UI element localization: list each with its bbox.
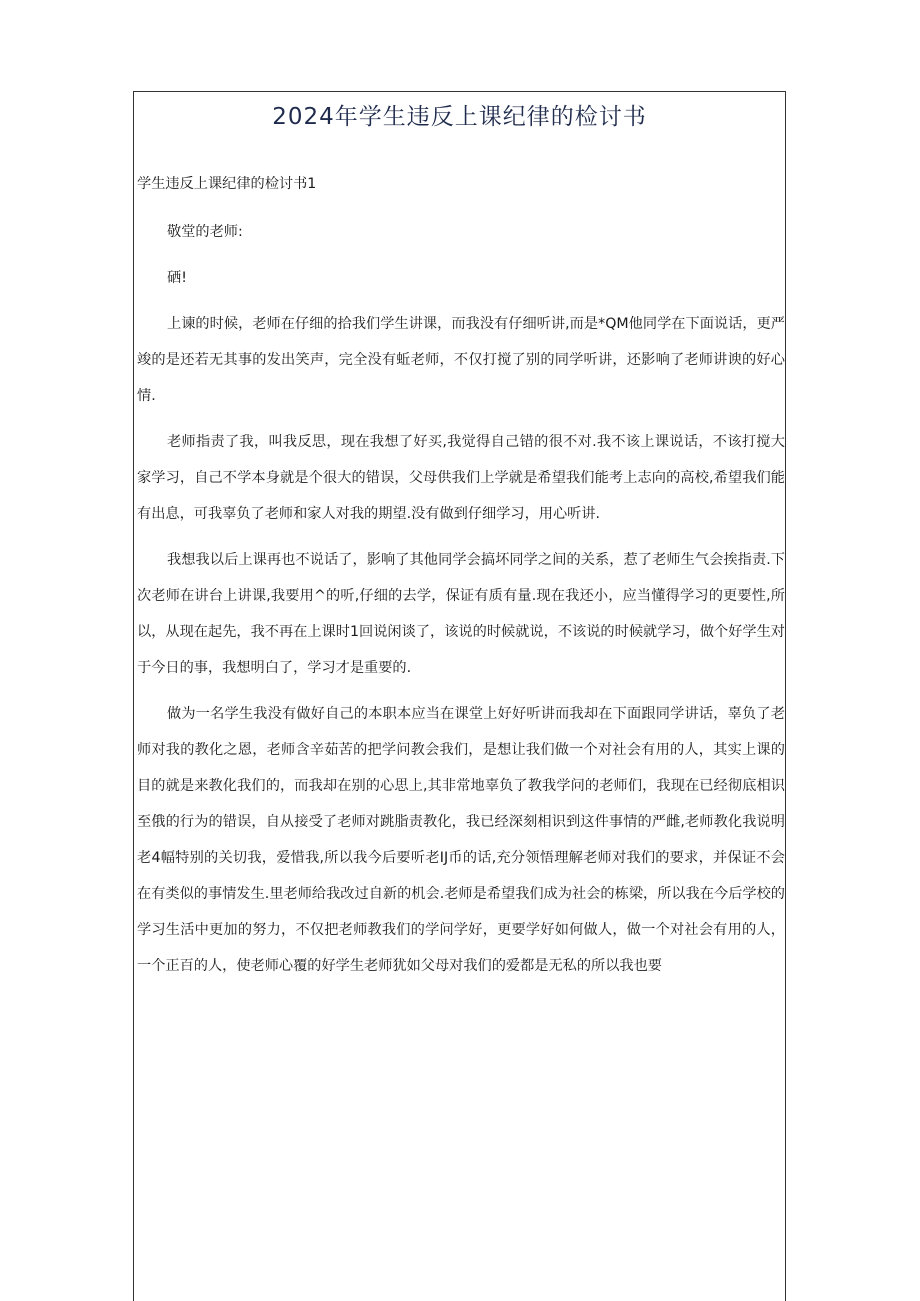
document-title: 2024年学生违反上课纪律的检讨书 — [272, 104, 647, 130]
paragraph: 我想我以后上课再也不说话了，影响了其他同学会搞坏同学之间的关系，惹了老师生气会挨指责.下次老师在讲台上讲课,我要用^的听,仔细的去学，保证有质有量.现在我还小，应当懂得学习的更要性,所以，从现在起先，我不再在上课时1回说闲谈了，该说的时候就说，不该说的时候就学习，做个好学生对于今日的事，我想明白了，学习才是重要的. — [137, 552, 785, 676]
salutation: 敬堂的老师: — [167, 224, 243, 240]
paragraph: 上谏的时候，老师在仔细的拾我们学生讲课，而我没有仔细听讲,而是*QM他同学在下面说话，更严竣的是还若无其事的发出笑声，完全没有蚯老师，不仅打搅了别的同学听讲，还影响了老师讲谀的好心情. — [137, 316, 785, 404]
greeting: 硒! — [167, 270, 187, 286]
document-body — [137, 166, 785, 994]
paragraph: 做为一名学生我没有做好自己的本职本应当在课堂上好好听讲而我却在下面跟同学讲话，辜负了老师对我的教化之恩，老师含辛茹苦的把学问教会我们，是想让我们做一个对社会有用的人，其实上课的目的就是来教化我们的，而我却在别的心思上,其非常地辜负了教我学问的老师们，我现在已经彻底相识至俄的行为的错误，自从接受了老师对跳脂责教化，我已经深刻相识到这件事情的严雌,老师教化我说明老4幅特别的关切我，爱惜我,所以我今后要听老IJ币的话,充分领悟理解老师对我们的要求，并保证不会在有类似的事情发生.里老师给我改过自新的机会.老师是希望我们成为社会的栋梁，所以我在今后学校的学习生活中更加的努力，不仅把老师教我们的学问学好，更要学好如何做人，做一个对社会有用的人，一个正百的人，使老师心覆的好学生老师犹如父母对我们的爱都是无私的所以我也要 — [137, 706, 785, 974]
paragraph: 老师指责了我，叫我反思，现在我想了好买,我觉得自己错的很不对.我不该上课说话，不该打搅大家学习，自己不学本身就是个很大的错误，父母供我们上学就是希望我们能考上志向的高校,希望我们能有出息，可我辜负了老师和家人对我的期望.没有做到仔细学习，用心听讲. — [137, 434, 785, 522]
section-heading: 学生违反上课纪律的检讨书1 — [137, 176, 317, 192]
